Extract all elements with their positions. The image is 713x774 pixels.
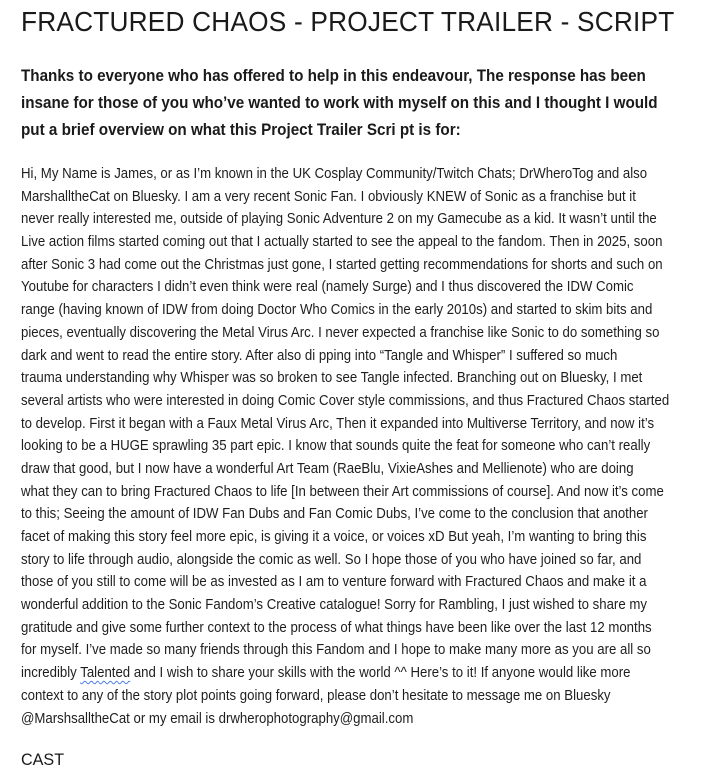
intro-line: Thanks to everyone who has offered to help in this endeavour, The response has been xyxy=(21,67,646,85)
body-line: MarshalltheCat on Bluesky. I am a very recent Sonic Fan. I obviously KNEW of Sonic as a franchise but it xyxy=(21,188,636,205)
body-line: Live action films started coming out that I actually started to see the appeal to the fandom. Then in 2025, soon xyxy=(21,234,663,251)
body-line: those of you still to come will be as invested as I am to venture forward with Fractured Chaos and make it a xyxy=(21,574,647,591)
body-line: trauma understanding why Whisper was so broken to see Tangle infected. Branching out on Bluesky, I met xyxy=(21,370,643,387)
text-before-flagged: incredibly xyxy=(21,665,81,682)
body-line: Hi, My Name is James, or as I’m known in the UK Cosplay Community/Twitch Chats; DrWheroTog and also xyxy=(21,166,648,182)
body-line: several artists who were interested in doing Comic Cover style commissions, and thus Fractured Chaos started xyxy=(21,392,670,409)
body-line: looking to be a HUGE sprawling 35 part epic. I know that sounds quite the feat for someone who can’t really xyxy=(21,438,651,455)
body-line: wonderful addition to the Sonic Fandom’s Creative catalogue! Sorry for Rambling, I just wished to share my xyxy=(21,597,647,614)
body-line: facet of making this story feel more epic, is giving it a voice, or voices xD But yeah, I’m wanting to bring this xyxy=(21,529,647,545)
body-line: Youtube for characters I didn’t even think were real (namely Surge) and I thus discovered the IDW Comic xyxy=(21,279,634,296)
body-line: to this; Seeing the amount of IDW Fan Dubs and Fan Comic Dubs, I’ve come to the conclusion that another xyxy=(21,506,648,523)
body-line: what they can to bring Fractured Chaos to life [In between their Art commissions of course]. And now it’s come xyxy=(21,483,664,500)
body-line: dark and went to read the entire story. After also di pping into “Tangle and Whisper” I suffered so much xyxy=(21,347,618,364)
body-paragraph xyxy=(21,163,711,730)
body-line: story to life through audio, alongside the comic as well. So I hope those of you who have joined so far, and xyxy=(21,551,642,568)
body-line: to develop. First it began with a Faux Metal Virus Arc, Then it expanded into Multiverse Territory, and now it’s xyxy=(21,415,655,432)
spellcheck-flagged-word[interactable]: Talented xyxy=(80,665,131,682)
cast-heading: CAST xyxy=(21,750,65,769)
body-line-spellcheck xyxy=(21,662,645,685)
intro-paragraph xyxy=(21,63,701,144)
intro-line: put a brief overview on what this Project Trailer Scri pt is for: xyxy=(21,121,461,139)
body-line: pieces, eventually discovering the Metal Virus Arc. I never expected a franchise like Sonic to do something so xyxy=(21,324,660,341)
body-line: gratitude and give some further context to the process of what things have been like over the last 12 months xyxy=(21,619,652,636)
body-line: after Sonic 3 had come out the Christmas just gone, I started getting recommendations for shorts and such on xyxy=(21,256,663,273)
intro-line: insane for those of you who’ve wanted to work with myself on this and I thought I would xyxy=(21,94,658,112)
document-title: FRACTURED CHAOS - PROJECT TRAILER - SCRIPT xyxy=(21,6,675,37)
body-line: context to any of the story plot points going forward, please don’t hesitate to message me on Bluesky xyxy=(21,687,611,704)
text-after-flagged: and I wish to share your skills with the world ^^ Here’s to it! If anyone would like more xyxy=(130,665,631,682)
body-line: never really interested me, outside of playing Sonic Adventure 2 on my Gamecube as a kid. It wasn’t until the xyxy=(21,211,657,228)
body-line: range (having known of IDW from doing Doctor Who Comics in the early 2010s) and started to skim bits and xyxy=(21,302,653,319)
body-line: for myself. I’ve made so many friends through this Fandom and I hope to make many more as you are all so xyxy=(21,642,651,659)
body-line: draw that good, but I now have a wonderful Art Team (RaeBlu, VixieAshes and Mellienote) who are doing xyxy=(21,460,634,477)
contact-line: @MarshsalltheCat or my email is drwherophotography@gmail.com xyxy=(21,710,414,727)
